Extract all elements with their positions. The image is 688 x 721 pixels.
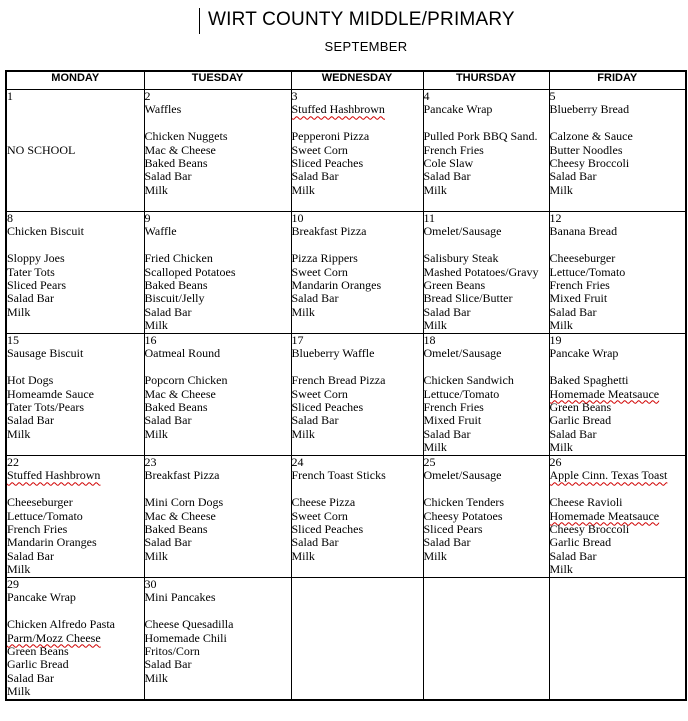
line-spacer [145,361,291,374]
line-spacer [424,361,549,374]
menu-item: Breakfast Pizza [291,224,367,239]
line-spacer [550,239,686,252]
menu-item: Milk [423,548,447,563]
menu-item: Milk [144,548,168,563]
menu-item: Lettuce/Tomato [423,386,500,401]
menu-item: Cheesy Broccoli [549,522,630,537]
menu-item: Popcorn Chicken [144,373,228,388]
menu-item: Salad Bar [291,169,339,184]
week-row [6,90,686,212]
empty-day-cell [423,578,549,701]
line-spacer [550,483,686,496]
date-number: 2 [144,89,151,103]
menu-item: Fried Chicken [144,251,213,266]
menu-item: Salad Bar [423,535,471,550]
title-divider [199,8,200,34]
menu-item: Milk [549,562,573,577]
menu-item: Milk [144,670,168,685]
day-header-thursday: THURSDAY [423,71,549,90]
line-spacer [7,361,144,374]
menu-item: Blueberry Waffle [291,346,375,361]
menu-item: Sweet Corn [291,508,348,523]
menu-item: Waffles [144,102,182,117]
week-row [6,212,686,334]
line-spacer [145,483,291,496]
line-spacer [7,605,144,618]
menu-item: Cheesy Potatoes [423,508,503,523]
menu-item: Cheeseburger [7,495,73,510]
date-number: 15 [7,333,19,347]
menu-item: Waffle [144,224,177,239]
menu-item: Mixed Fruit [423,413,482,428]
menu-item: Sliced Pears [423,522,483,537]
menu-item: Scalloped Potatoes [144,264,236,279]
line-spacer [424,117,549,130]
line-spacer [7,239,144,252]
menu-item: Homemade Meatsauce [549,386,660,401]
menu-item: Cheese Pizza [291,495,356,510]
menu-item: Cole Slaw [423,156,474,171]
menu-item: Mandarin Oranges [7,535,97,550]
menu-item: French Fries [423,400,484,415]
menu-item: Milk [144,318,168,333]
menu-item: Salad Bar [291,413,339,428]
menu-item: Pepperoni Pizza [291,129,370,144]
menu-item: Apple Cinn. Texas Toast [549,468,668,483]
date-number: 16 [144,333,157,347]
menu-item: Salad Bar [291,291,339,306]
date-number: 17 [291,333,304,347]
date-number: 25 [423,455,436,469]
date-number: 24 [291,455,304,469]
menu-item: Salad Bar [549,548,597,563]
day-cell [144,90,291,212]
menu-item: Salad Bar [423,169,471,184]
menu-item: Mini Corn Dogs [144,495,224,510]
menu-item: Pancake Wrap [549,346,619,361]
line-spacer [145,117,291,130]
day-cell [291,212,423,334]
line-spacer [145,605,291,618]
menu-item: Chicken Nuggets [144,129,228,144]
menu-calendar [5,70,687,701]
line-spacer [7,483,144,496]
menu-item: Baked Beans [144,156,208,171]
date-number: 30 [144,577,157,591]
menu-item: Omelet/Sausage [423,468,502,483]
empty-day-cell [549,578,686,701]
menu-item: Chicken Alfredo Pasta [7,617,115,632]
menu-item: Breakfast Pizza [144,468,220,483]
menu-item: Pancake Wrap [7,590,76,605]
menu-item: Tater Tots/Pears [7,400,85,415]
menu-item: Sausage Biscuit [7,346,84,361]
menu-item: Parm/Mozz Cheese [7,630,101,645]
day-cell [549,456,686,578]
day-cell [423,90,549,212]
menu-item: NO SCHOOL [7,142,76,157]
menu-item: Salad Bar [144,304,192,319]
menu-item: Cheesy Broccoli [549,156,630,171]
menu-item: Salad Bar [549,169,597,184]
menu-item: Sliced Peaches [291,400,364,415]
line-spacer [145,239,291,252]
line-spacer [424,239,549,252]
date-number: 8 [7,211,13,225]
menu-item: Salad Bar [144,413,192,428]
menu-item: Milk [291,182,315,197]
menu-item: Salad Bar [423,426,471,441]
menu-item: Baked Beans [144,400,208,415]
menu-item: Salad Bar [423,304,471,319]
day-cell [6,334,144,456]
line-spacer [292,483,423,496]
menu-item: Green Beans [423,278,486,293]
menu-item: Oatmeal Round [144,346,221,361]
menu-item: Mashed Potatoes/Gravy [423,264,539,279]
menu-item: Mini Pancakes [144,590,216,605]
menu-item: Cheese Ravioli [549,495,623,510]
menu-item: Salad Bar [144,169,192,184]
menu-item: Milk [291,548,315,563]
day-cell [144,578,291,701]
date-number: 11 [423,211,436,225]
day-cell [6,456,144,578]
date-number: 22 [7,455,19,469]
menu-item: Hot Dogs [7,373,54,388]
menu-item: Mac & Cheese [144,508,216,523]
menu-item: Garlic Bread [7,657,69,672]
day-cell [549,90,686,212]
menu-item: Tater Tots [7,264,55,279]
date-number: 10 [291,211,304,225]
weekday-header-row [6,71,686,90]
day-header-monday: MONDAY [6,71,144,90]
menu-item: Sweet Corn [291,142,348,157]
menu-item: Stuffed Hashbrown [291,102,385,117]
menu-item: Sweet Corn [291,264,348,279]
menu-item: Salad Bar [7,291,54,306]
date-number: 3 [291,89,298,103]
menu-item: Homemade Chili [144,630,227,645]
date-number: 1 [7,89,13,103]
day-cell [549,334,686,456]
day-cell [144,456,291,578]
menu-item: Milk [144,426,168,441]
date-number: 9 [144,211,151,225]
menu-item: Fritos/Corn [144,644,200,659]
menu-item: Salisbury Steak [423,251,499,266]
month-label: SEPTEMBER [324,39,408,54]
menu-item: Salad Bar [291,535,339,550]
menu-item: Milk [549,440,573,455]
menu-item: Milk [423,318,447,333]
menu-item: Garlic Bread [549,413,612,428]
week-row [6,578,686,701]
date-number: 23 [144,455,157,469]
day-cell [144,334,291,456]
page-title: WIRT COUNTY MIDDLE/PRIMARY [208,9,515,30]
menu-item: Mac & Cheese [144,386,216,401]
week-row [6,456,686,578]
menu-item: Baked Beans [144,278,208,293]
day-cell [423,456,549,578]
menu-item: Garlic Bread [549,535,612,550]
week-row [6,334,686,456]
menu-item: Biscuit/Jelly [144,291,205,306]
menu-item: Sliced Peaches [291,156,364,171]
menu-item: Cheeseburger [549,251,616,266]
menu-item: Milk [7,304,31,319]
menu-item: Salad Bar [549,426,597,441]
empty-day-cell [291,578,423,701]
menu-item: Banana Bread [549,224,618,239]
menu-item: Milk [7,426,31,441]
menu-item: French Toast Sticks [291,468,386,483]
day-cell [291,90,423,212]
line-spacer [550,117,686,130]
date-number: 5 [549,89,556,103]
menu-item: Sliced Pears [7,278,66,293]
menu-item: Milk [423,182,447,197]
menu-item: Milk [291,304,315,319]
menu-item: Homeamde Sauce [7,386,94,401]
menu-item: Milk [7,562,31,577]
menu-item: Mac & Cheese [144,142,216,157]
day-cell [291,456,423,578]
menu-item: Homemade Meatsauce [549,508,660,523]
menu-item: Salad Bar [7,670,54,685]
calendar-body [6,90,686,701]
day-cell [6,212,144,334]
menu-item: Milk [423,440,447,455]
menu-item: Cheese Quesadilla [144,617,234,632]
menu-item: Omelet/Sausage [423,346,502,361]
day-cell [549,212,686,334]
day-header-wednesday: WEDNESDAY [291,71,423,90]
day-cell [6,90,144,212]
menu-item: Lettuce/Tomato [549,264,626,279]
line-spacer [7,103,144,116]
menu-item: Chicken Biscuit [7,224,84,239]
menu-item: French Bread Pizza [291,373,386,388]
menu-item: Salad Bar [144,535,192,550]
menu-item: Green Beans [7,644,69,659]
day-cell [144,212,291,334]
day-header-tuesday: TUESDAY [144,71,291,90]
menu-item: Milk [291,426,315,441]
menu-item: Salad Bar [144,657,192,672]
menu-item: Butter Noodles [549,142,623,157]
menu-item: Sliced Peaches [291,522,364,537]
menu-item: Milk [549,182,573,197]
menu-item: French Fries [7,522,68,537]
menu-item: Pizza Rippers [291,251,358,266]
menu-item: Calzone & Sauce [549,129,633,144]
date-number: 18 [423,333,436,347]
page-header [0,0,688,68]
menu-item: French Fries [549,278,610,293]
menu-item: Salad Bar [7,548,54,563]
menu-item: Mixed Fruit [549,291,608,306]
date-number: 19 [549,333,562,347]
menu-item: Bread Slice/Butter [423,291,513,306]
day-cell [6,578,144,701]
menu-item: Baked Beans [144,522,208,537]
menu-item: French Fries [423,142,484,157]
line-spacer [7,130,144,143]
date-number: 26 [549,455,562,469]
menu-item: Chicken Sandwich [423,373,514,388]
day-cell [291,334,423,456]
day-cell [423,212,549,334]
line-spacer [7,117,144,130]
line-spacer [292,117,423,130]
menu-item: Blueberry Bread [549,102,630,117]
menu-item: Mandarin Oranges [291,278,382,293]
date-number: 29 [7,577,19,591]
menu-item: Milk [7,684,31,699]
menu-item: Pancake Wrap [423,102,493,117]
menu-item: Milk [549,318,573,333]
line-spacer [292,361,423,374]
menu-item: Stuffed Hashbrown [7,468,101,483]
line-spacer [292,239,423,252]
line-spacer [550,361,686,374]
menu-item: Salad Bar [549,304,597,319]
menu-item: Lettuce/Tomato [7,508,83,523]
date-number: 12 [549,211,562,225]
day-cell [423,334,549,456]
day-header-friday: FRIDAY [549,71,686,90]
menu-item: Milk [144,182,168,197]
menu-item: Omelet/Sausage [423,224,502,239]
menu-item: Sweet Corn [291,386,348,401]
menu-item: Pulled Pork BBQ Sand. [423,129,538,144]
menu-item: Chicken Tenders [423,495,505,510]
menu-item: Baked Spaghetti [549,373,629,388]
line-spacer [424,483,549,496]
menu-item: Salad Bar [7,413,54,428]
date-number: 4 [423,89,430,103]
menu-item: Sloppy Joes [7,251,65,266]
menu-item: Green Beans [549,400,612,415]
